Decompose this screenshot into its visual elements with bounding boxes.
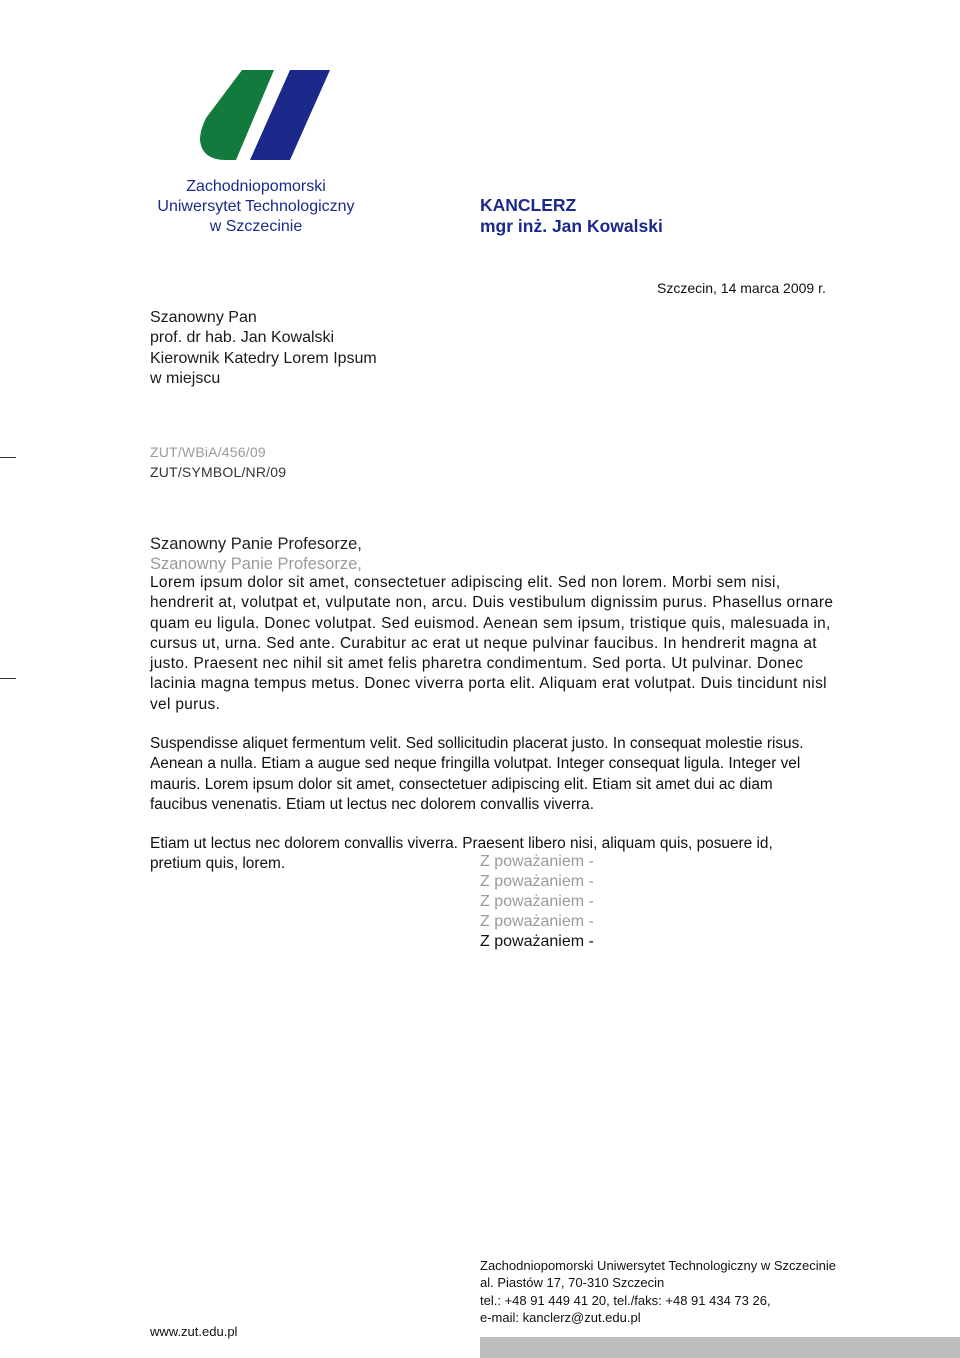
university-line: Uniwersytet Technologiczny <box>157 198 355 215</box>
body-line: lacinia magna tempus metus. Donec viverra porta elit. Aliquam erat volutpat. Duis tincidunt nisl <box>150 675 827 693</box>
fold-mark-top <box>0 457 16 458</box>
footer-website-link[interactable]: www.zut.edu.pl <box>150 1324 238 1339</box>
body-line: vel purus. <box>150 695 221 713</box>
footer-line: Zachodniopomorski Uniwersytet Technologiczny w Szczecinie <box>480 1258 836 1273</box>
body-line: hendrerit at, volutpat et, vulputate non, arcu. Duis vestibulum dignissim purus. Phasellus ornare <box>150 594 834 612</box>
closing-line-light: Z poważaniem - <box>480 853 594 870</box>
body-line: justo. Praesent nec nihil sit amet felis pharetra condimentum. Sed porta. Ut pulvinar. Donec <box>150 655 804 673</box>
closing-line-light: Z poważaniem - <box>480 873 594 890</box>
body-line: Suspendisse aliquet fermentum velit. Sed sollicitudin placerat justo. In consequat molestie risus. <box>150 735 804 752</box>
reference-number-light: ZUT/WBiA/456/09 <box>150 444 266 460</box>
footer-line: tel.: +48 91 449 41 20, tel./faks: +48 91 434 73 26, <box>480 1292 771 1308</box>
university-name <box>140 177 372 237</box>
letter-date: Szczecin, 14 marca 2009 r. <box>657 280 826 296</box>
footer-grey-bar <box>480 1337 960 1358</box>
university-line: Zachodniopomorski <box>186 178 326 195</box>
footer-line: al. Piastów 17, 70-310 Szczecin <box>480 1275 665 1291</box>
closing-line-light: Z poważaniem - <box>480 913 594 930</box>
body-line: Aenean a nulla. Etiam a augue sed neque fringilla volutpat. Integer consequat ligula. Integer vel <box>150 755 801 773</box>
sender-name: mgr inż. Jan Kowalski <box>480 216 663 236</box>
zut-logo <box>198 68 332 162</box>
sender-title: KANCLERZ <box>480 195 577 215</box>
body-line: cursus ut, urna. Sed ante. Curabitur ac erat ut neque pulvinar faucibus. In hendrerit magna at <box>150 634 817 652</box>
body-paragraph-2 <box>150 734 888 815</box>
recipient-address <box>150 308 377 389</box>
closing-line-light: Z poważaniem - <box>480 893 594 910</box>
university-line: w Szczecinie <box>209 218 303 235</box>
body-paragraph-1 <box>150 573 888 715</box>
salutation-light: Szanowny Panie Profesorze, <box>150 555 362 573</box>
closing-line: Z poważaniem - <box>480 933 594 950</box>
body-line: Lorem ipsum dolor sit amet, consectetuer adipiscing elit. Sed non lorem. Morbi sem nisi, <box>150 574 781 591</box>
salutation: Szanowny Panie Profesorze, <box>150 535 362 553</box>
recipient-line: Szanowny Pan <box>150 309 257 326</box>
footer-address <box>480 1257 836 1327</box>
body-line: Etiam ut lectus nec dolorem convallis viverra. Praesent libero nisi, aliquam quis, posuere id, <box>150 835 773 852</box>
body-line: pretium quis, lorem. <box>150 855 286 873</box>
reference-symbol: ZUT/SYMBOL/NR/09 <box>150 464 287 480</box>
sender-block <box>480 195 663 237</box>
recipient-line: w miejscu <box>150 369 221 387</box>
footer-email[interactable]: e-mail: kanclerz@zut.edu.pl <box>480 1310 641 1326</box>
body-line: mauris. Lorem ipsum dolor sit amet, consectetuer adipiscing elit. Etiam sit amet dui ac diam <box>150 775 773 793</box>
fold-mark-bottom <box>0 678 16 679</box>
recipient-line: Kierownik Katedry Lorem Ipsum <box>150 349 377 367</box>
body-line: faucibus venenatis. Etiam ut lectus nec dolorem convallis viverra. <box>150 795 594 813</box>
recipient-line: prof. dr hab. Jan Kowalski <box>150 329 335 347</box>
body-line: quam eu ligula. Donec volutpat. Sed euismod. Aenean sem ipsum, tristique quis, malesuada in, <box>150 614 831 632</box>
